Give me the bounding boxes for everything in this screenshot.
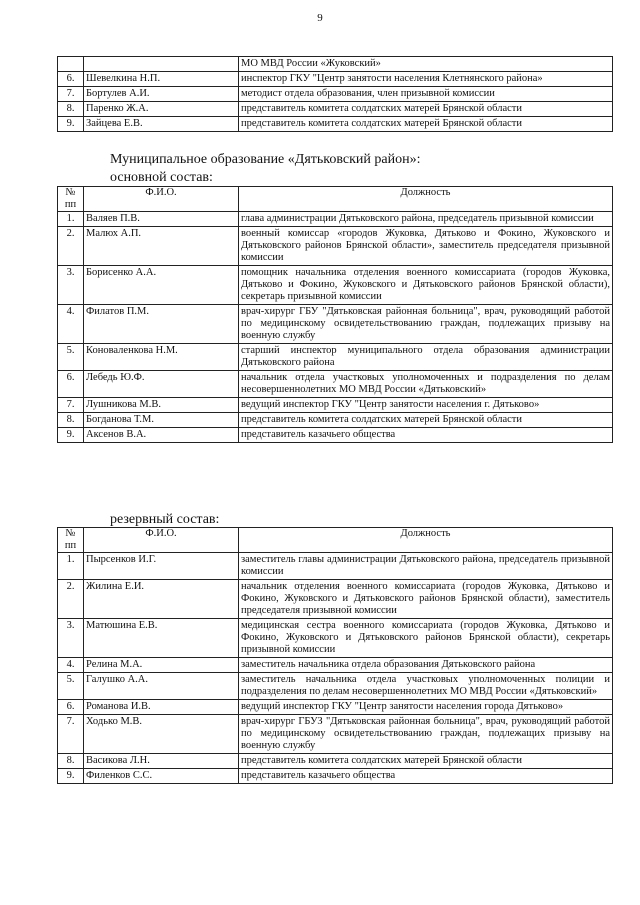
row-position: заместитель главы администрации Дятьковского района, председатель призывной комиссии	[239, 553, 613, 580]
row-name: Аксенов В.А.	[84, 428, 239, 443]
row-position: инспектор ГКУ "Центр занятости населения Клетнянского района»	[239, 72, 613, 87]
table-row	[58, 754, 613, 769]
row-name: Лушникова М.В.	[84, 398, 239, 413]
table-row	[58, 619, 613, 658]
table-row	[58, 227, 613, 266]
table-row	[58, 305, 613, 344]
table-header-row	[58, 528, 613, 553]
row-position: представитель казачьего общества	[239, 428, 613, 443]
row-name: Зайцева Е.В.	[84, 117, 239, 132]
header-position: Должность	[239, 528, 613, 553]
row-number: 9.	[58, 117, 84, 132]
row-position: помощник начальника отделения военного комиссариата (городов Жуковка, Дятьково и Фокино, Жуковского и Дятьковского районов Брянской области), секретарь призывной комиссии	[239, 266, 613, 305]
header-name: Ф.И.О.	[84, 528, 239, 553]
row-number: 7.	[58, 398, 84, 413]
row-name: Паренко Ж.А.	[84, 102, 239, 117]
row-position: начальник отделения военного комиссариата (городов Жуковка, Дятьково и Фокино, Жуковского и Дятьковского районов Брянской области), заместитель председателя призывной комиссии	[239, 580, 613, 619]
row-number: 7.	[58, 87, 84, 102]
row-number: 6.	[58, 700, 84, 715]
row-name: Малюх А.П.	[84, 227, 239, 266]
row-position: представитель казачьего общества	[239, 769, 613, 784]
row-number: 9.	[58, 428, 84, 443]
row-name: Матюшина Е.В.	[84, 619, 239, 658]
row-name: Романова И.В.	[84, 700, 239, 715]
table-row	[58, 769, 613, 784]
row-position: представитель комитета солдатских матерей Брянской области	[239, 413, 613, 428]
row-number	[58, 57, 84, 72]
row-position: заместитель начальника отдела участковых уполномоченных полиции и подразделения по делам несовершеннолетних МО МВД России «Дятьковский»	[239, 673, 613, 700]
row-name: Галушко А.А.	[84, 673, 239, 700]
row-number: 4.	[58, 658, 84, 673]
table-header-row	[58, 187, 613, 212]
row-position: представитель комитета солдатских матерей Брянской области	[239, 754, 613, 769]
row-number: 9.	[58, 769, 84, 784]
table-row	[58, 398, 613, 413]
table-row	[58, 57, 613, 72]
row-name: Валяев П.В.	[84, 212, 239, 227]
header-num: № пп	[58, 528, 84, 553]
row-position: врач-хирург ГБУ "Дятьковская районная больница", врач, руководящий работой по медицинскому освидетельствованию граждан, подлежащих призыву на военную службу	[239, 305, 613, 344]
header-position: Должность	[239, 187, 613, 212]
row-number: 2.	[58, 227, 84, 266]
row-number: 5.	[58, 673, 84, 700]
header-num: № пп	[58, 187, 84, 212]
table-row	[58, 72, 613, 87]
table-row	[58, 413, 613, 428]
row-name: Васикова Л.Н.	[84, 754, 239, 769]
row-name: Богданова Т.М.	[84, 413, 239, 428]
row-number: 3.	[58, 619, 84, 658]
row-position: заместитель начальника отдела образования Дятьковского района	[239, 658, 613, 673]
header-name: Ф.И.О.	[84, 187, 239, 212]
table-row	[58, 344, 613, 371]
row-position: глава администрации Дятьковского района, председатель призывной комиссии	[239, 212, 613, 227]
table-row	[58, 87, 613, 102]
row-name: Борисенко А.А.	[84, 266, 239, 305]
table-row	[58, 102, 613, 117]
row-position: ведущий инспектор ГКУ "Центр занятости населения города Дятьково»	[239, 700, 613, 715]
table-row	[58, 580, 613, 619]
table-row	[58, 553, 613, 580]
continuation-table	[57, 56, 613, 132]
row-position: ведущий инспектор ГКУ "Центр занятости населения г. Дятьково»	[239, 398, 613, 413]
table-row	[58, 700, 613, 715]
row-position: начальник отдела участковых уполномоченных и подразделения по делам несовершеннолетних МО МВД России «Дятьковский»	[239, 371, 613, 398]
row-number: 3.	[58, 266, 84, 305]
row-number: 8.	[58, 413, 84, 428]
row-name	[84, 57, 239, 72]
reserve-composition-table	[57, 527, 613, 784]
row-number: 8.	[58, 102, 84, 117]
row-name: Шевелкина Н.П.	[84, 72, 239, 87]
table-row	[58, 658, 613, 673]
table-row	[58, 673, 613, 700]
row-number: 1.	[58, 553, 84, 580]
row-name: Жилина Е.И.	[84, 580, 239, 619]
main-composition-table	[57, 186, 613, 443]
row-number: 1.	[58, 212, 84, 227]
municipality-title: Муниципальное образование «Дятьковский район»:	[110, 152, 421, 167]
row-name: Филенков С.С.	[84, 769, 239, 784]
row-number: 8.	[58, 754, 84, 769]
row-position: методист отдела образования, член призывной комиссии	[239, 87, 613, 102]
main-composition-label: основной состав:	[110, 170, 213, 185]
table-row	[58, 117, 613, 132]
table-row	[58, 371, 613, 398]
table-row	[58, 266, 613, 305]
table-row	[58, 428, 613, 443]
row-position: представитель комитета солдатских матерей Брянской области	[239, 102, 613, 117]
row-number: 6.	[58, 72, 84, 87]
reserve-composition-label: резервный состав:	[110, 512, 220, 527]
row-name: Коноваленкова Н.М.	[84, 344, 239, 371]
row-position: медицинская сестра военного комиссариата (городов Жуковка, Дятьково и Фокино, Жуковского и Дятьковского районов Брянской области), секретарь призывной комиссии	[239, 619, 613, 658]
row-position: врач-хирург ГБУЗ "Дятьковская районная больница", врач, руководящий работой по медицинскому освидетельствованию граждан, подлежащих призыву на военную службу	[239, 715, 613, 754]
row-name: Пырсенков И.Г.	[84, 553, 239, 580]
row-name: Релина М.А.	[84, 658, 239, 673]
row-name: Ходько М.В.	[84, 715, 239, 754]
row-position: МО МВД России «Жуковский»	[239, 57, 613, 72]
row-number: 7.	[58, 715, 84, 754]
row-number: 2.	[58, 580, 84, 619]
row-name: Лебедь Ю.Ф.	[84, 371, 239, 398]
row-name: Бортулев А.И.	[84, 87, 239, 102]
row-number: 5.	[58, 344, 84, 371]
row-number: 6.	[58, 371, 84, 398]
row-position: военный комиссар «городов Жуковка, Дятьково и Фокино, Жуковского и Дятьковского районов Брянской области», заместитель председателя призывной комиссии	[239, 227, 613, 266]
page-number: 9	[317, 12, 323, 24]
table-row	[58, 212, 613, 227]
row-position: представитель комитета солдатских матерей Брянской области	[239, 117, 613, 132]
row-number: 4.	[58, 305, 84, 344]
row-position: старший инспектор муниципального отдела образования администрации Дятьковского района	[239, 344, 613, 371]
row-name: Филатов П.М.	[84, 305, 239, 344]
table-row	[58, 715, 613, 754]
